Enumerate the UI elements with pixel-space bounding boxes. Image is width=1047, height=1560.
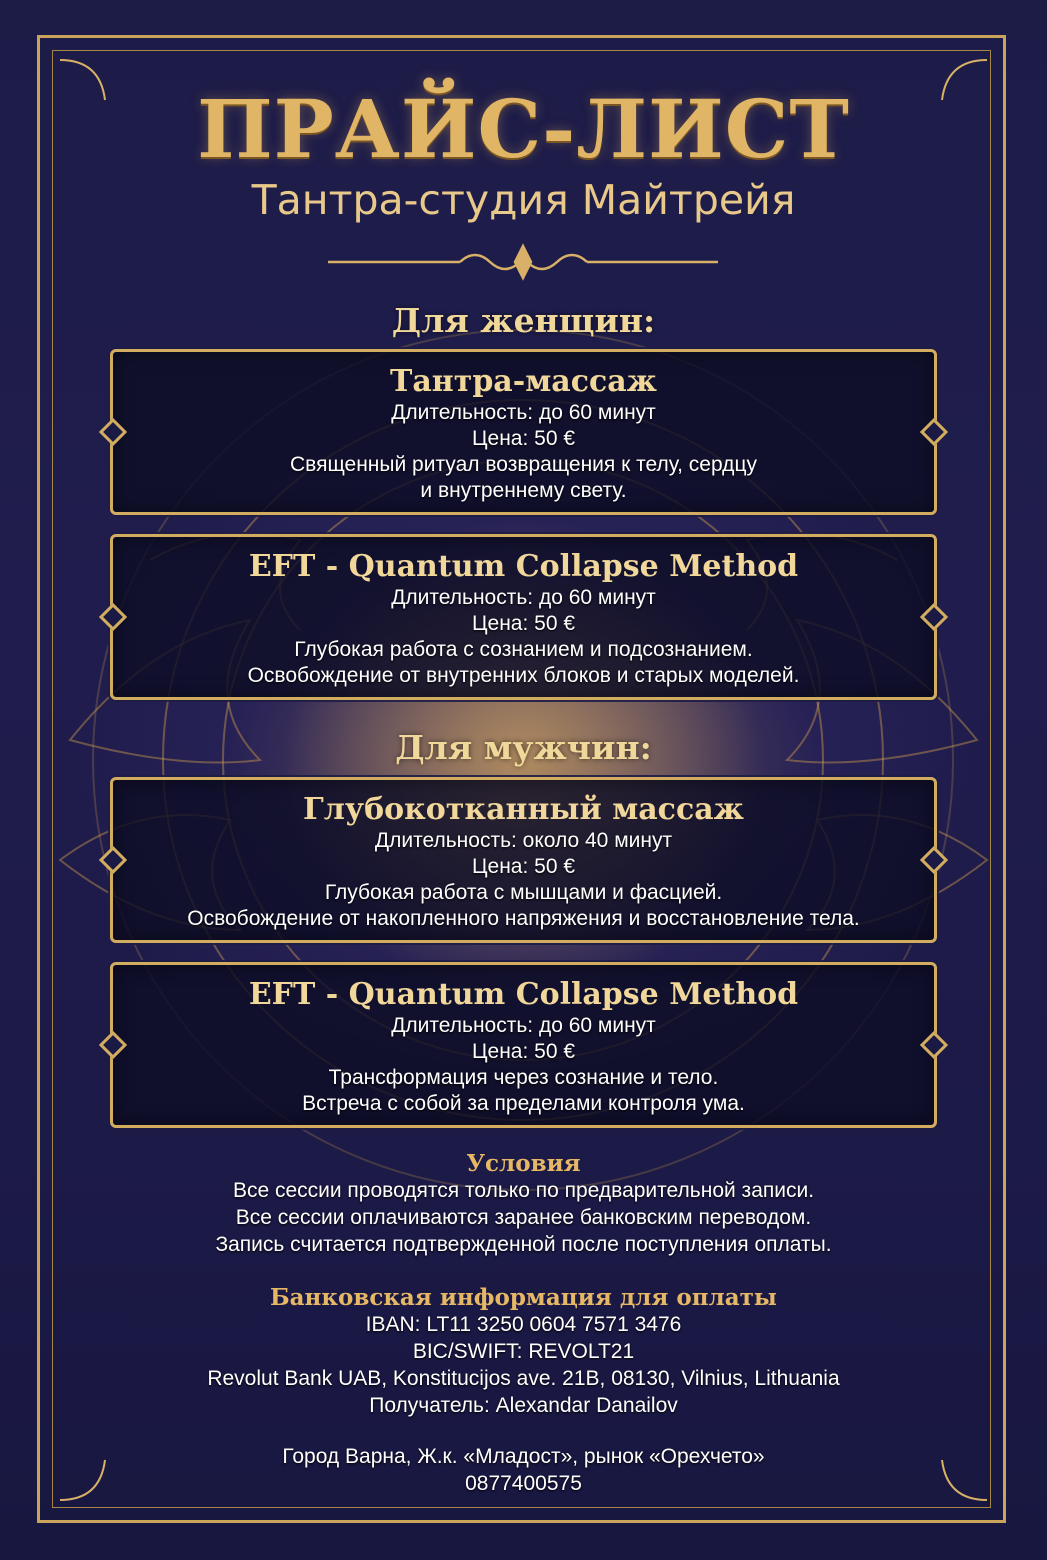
page-title: ПРАЙС-ЛИСТ: [197, 82, 850, 176]
service-price: Цена: 50 €: [471, 612, 576, 635]
service-description-line: Священный ритуал возвращения к телу, сердцу: [290, 453, 757, 476]
service-card-women-eft: [110, 534, 937, 700]
service-description-line: Освобождение от накопленного напряжения и восстановление тела.: [187, 907, 860, 930]
service-title: Тантра-массаж: [390, 364, 657, 399]
conditions-block: [0, 1150, 1047, 1258]
service-duration: Длительность: до 60 минут: [391, 1014, 656, 1037]
service-description-line: и внутреннему свету.: [420, 479, 627, 502]
service-card-men-eft: [110, 962, 937, 1128]
conditions-line: Все сессии проводятся только по предварительной записи.: [232, 1179, 815, 1202]
iban-line: IBAN: LT11 3250 0604 7571 3476: [365, 1313, 682, 1336]
service-title: EFT - Quantum Collapse Method: [248, 549, 799, 584]
service-title: EFT - Quantum Collapse Method: [248, 977, 799, 1012]
conditions-line: Все сессии оплачиваются заранее банковским переводом.: [235, 1206, 812, 1229]
recipient-line: Получатель: Alexandar Danailov: [369, 1394, 678, 1417]
service-description-line: Глубокая работа с сознанием и подсознанием.: [294, 638, 753, 661]
service-description-line: Освобождение от внутренних блоков и старых моделей.: [247, 664, 800, 687]
service-price: Цена: 50 €: [471, 427, 576, 450]
conditions-line: Запись считается подтвержденной после поступления оплаты.: [215, 1233, 832, 1256]
service-title: Глубокотканный массаж: [303, 792, 744, 827]
service-price: Цена: 50 €: [471, 855, 576, 878]
service-duration: Длительность: до 60 минут: [391, 586, 656, 609]
service-duration: Длительность: до 60 минут: [391, 401, 656, 424]
service-price: Цена: 50 €: [471, 1040, 576, 1063]
bank-heading: Банковская информация для оплаты: [270, 1284, 777, 1311]
women-heading: Для женщин:: [391, 301, 656, 340]
service-card-men-massage: [110, 777, 937, 943]
swift-line: BIC/SWIFT: REVOLT21: [412, 1340, 635, 1363]
service-description-line: Глубокая работа с мышцами и фасцией.: [324, 881, 723, 904]
phone-number: 0877400575: [465, 1472, 582, 1495]
bank-info-block: [0, 1284, 1047, 1419]
service-description-line: Трансформация через сознание и тело.: [328, 1066, 719, 1089]
service-description-line: Встреча с собой за пределами контроля ума.: [302, 1092, 745, 1115]
studio-name: Тантра-студия Майтрейя: [251, 176, 796, 224]
bank-address-line: Revolut Bank UAB, Konstitucijos ave. 21B, 08130, Vilnius, Lithuania: [207, 1367, 840, 1390]
men-heading: Для мужчин:: [395, 728, 652, 767]
footer-contact: [0, 1443, 1047, 1497]
service-duration: Длительность: около 40 минут: [374, 829, 673, 852]
studio-address: Город Варна, Ж.к. «Младост», рынок «Орехчето»: [282, 1445, 765, 1468]
conditions-heading: Условия: [466, 1150, 581, 1177]
service-card-women-tantra: [110, 349, 937, 515]
